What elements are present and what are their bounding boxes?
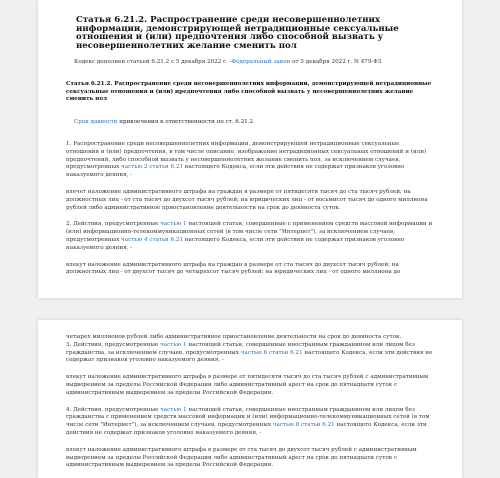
paragraph-text: настоящей статьи, совершенные иностранным гражданином или лицом без гражданства, за исключением случаев, предусмотренных: [66, 341, 415, 356]
ref-part-1-link[interactable]: частью 1: [160, 221, 187, 228]
document-page-1: [38, 0, 462, 298]
ref-part-1-link[interactable]: частью 1: [160, 341, 187, 348]
ref-part-6-article-6-21-link[interactable]: частью 6 статьи 6.21: [240, 349, 303, 356]
paragraph-penalty-3: влекут наложение административного штрафа в размере от пятидесяти тысяч до ста тысяч рублей с административным выдворением за пределы Российской Федерации либо административный арест на срок до пятнадцати суток с административным выдворением за пределы Российской Федерации.: [66, 374, 429, 396]
paragraph-penalty-4: влекут наложение административного штрафа в размере от ста тысяч до двухсот тысяч рублей с административным выдворением за пределы Российской Федерации либо административный арест на срок до пятнадцати суток с административным выдворением за пределы Российской Федерации.: [66, 446, 417, 469]
paragraph-text: настоящего Кодекса, если эти действия не содержат признаков уголовно наказуемого деяния, -: [66, 422, 427, 436]
see-also-note: [74, 119, 434, 126]
ref-part-1-link[interactable]: частью 1: [160, 406, 187, 413]
paragraph-text: настоящего Кодекса, если эти действия не содержат признаков уголовно наказуемого деяния, -: [66, 164, 405, 179]
paragraph-text: 3. Действия, предусмотренные: [66, 341, 161, 348]
paragraph-penalty-2-continued: четырех миллионов рублей либо административное приостановление деятельности на срок до девяноста суток.: [66, 334, 402, 340]
limitation-period-link[interactable]: Срок давности: [74, 118, 118, 125]
paragraph-part-2: [66, 221, 434, 252]
paragraph-text: настоящей статьи, совершенные с применением средств массовой информации и (или) информационно-телекоммуникационных сетей (в том числе сети "Интернет"), за исключением случаев, предусмотренных: [66, 221, 433, 243]
see-also-text: привлечения к ответственности по ст. 6.21.2: [117, 118, 254, 125]
ref-part-8-article-6-21-link[interactable]: частью 8 статьи 6.21: [272, 422, 335, 429]
paragraph-part-1: [66, 141, 434, 180]
article-title: Статья 6.21.2. Распространение среди несовершеннолетних информации, демонстрирующей нетрадиционные сексуальные отношения и (или) предпочтения либо способной вызвать у несовершеннолетних желание сменить пол: [76, 15, 399, 51]
amendment-note-date: от 5 декабря 2022 г. N 479-ФЗ: [290, 59, 382, 66]
paragraph-text: настоящей статьи, совершенные иностранным гражданином или лицом без гражданства с применением средств массовой информации и (или) информационно-телекоммуникационных сетей (в том числе сети "Интернет"), за исключением случаев, предусмотренных: [66, 406, 430, 429]
paragraph-text: 2. Действия, предусмотренные: [66, 221, 161, 228]
document-page-2: [38, 320, 462, 478]
paragraph-part-3: [66, 342, 434, 365]
federal-law-link[interactable]: Федеральный закон: [231, 59, 291, 66]
paragraph-penalty-2: влекут наложение административного штрафа на граждан в размере от ста тысяч до двухсот тысяч рублей; на должностных лиц - от двухсот тысяч до четырехсот тысяч рублей; на юридических лиц - от одного миллиона до: [66, 261, 401, 276]
ref-part-4-article-6-21-link[interactable]: частью 4 статьи 6.21: [121, 236, 184, 243]
amendment-note: [74, 59, 434, 66]
paragraph-text: 1. Распространение среди несовершеннолетних информации, демонстрирующей нетрадиционные сексуальные отношения и (или) предпочтения, в том числе описание, изображение нетрадиционных сексуальных отношений и (или) предпочтений, либо способной вызвать у несовершеннолетних желание сменить пол, за исключением случаев, предусмотренных: [66, 140, 427, 171]
paragraph-text: настоящего Кодекса, если эти действия не содержат признаков уголовно наказуемого деяния, -: [66, 349, 433, 364]
paragraph-text: 4. Действия, предусмотренные: [66, 406, 161, 413]
paragraph-part-4: [66, 407, 434, 438]
paragraph-penalty-1: влечет наложение административного штрафа на граждан в размере от пятидесяти тысяч до ста тысяч рублей; на должностных лиц - от ста тысяч до двухсот тысяч рублей; на юридических лиц - от восьмисот тысяч до одного миллиона рублей либо административное приостановление деятельности на срок до девяноста суток.: [66, 188, 428, 211]
amendment-note-text: Кодекс дополнен статьей 6.21.2 с 5 декабря 2022 г. -: [74, 59, 232, 66]
ref-part-2-article-6-21-link[interactable]: частью 2 статьи 6.21: [121, 164, 184, 171]
article-heading: Статья 6.21.2. Распространение среди несовершеннолетних информации, демонстрирующей нетрадиционные сексуальные отношения и (или) предпочтения либо способной вызвать у несовершеннолетних желание сменить пол: [66, 81, 432, 102]
paragraph-text: настоящего Кодекса, если эти действия не содержат признаков уголовно наказуемого деяния, -: [66, 236, 405, 251]
